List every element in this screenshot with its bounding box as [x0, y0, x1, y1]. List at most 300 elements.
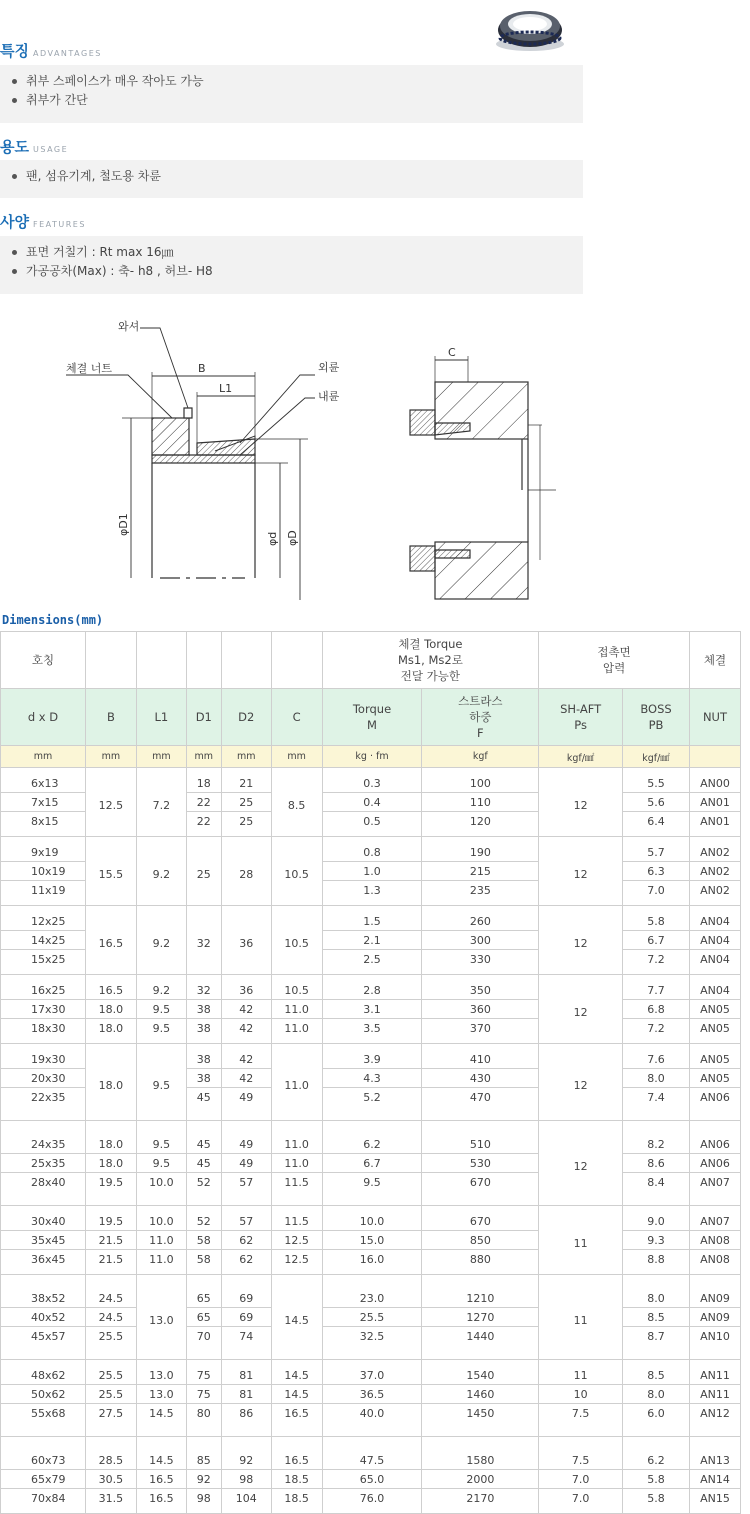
table-cell: 1.0 — [322, 862, 422, 881]
header-boss: BOSS PB — [623, 689, 690, 746]
list-item: 표면 거칠기 : Rt max 16㎛ — [10, 243, 583, 262]
table-cell: 12.5 — [271, 1250, 322, 1275]
table-cell: 8.8 — [623, 1250, 690, 1275]
table-cell: 11.0 — [271, 1000, 322, 1019]
table-cell: 24.5 — [85, 1275, 136, 1308]
table-cell: 1.5 — [322, 906, 422, 931]
table-cell: 430 — [422, 1069, 539, 1088]
table-cell: 45 — [186, 1121, 221, 1154]
header-name: 호칭 — [1, 632, 86, 689]
table-cell: 7x15 — [1, 793, 86, 812]
table-cell: 12.5 — [85, 768, 136, 837]
header-b: B — [85, 689, 136, 746]
table-cell: 14.5 — [271, 1385, 322, 1404]
technical-drawing — [0, 300, 560, 605]
table-cell: 14.5 — [136, 1404, 186, 1437]
table-cell: 110 — [422, 793, 539, 812]
table-cell: 12 — [539, 906, 623, 975]
table-cell: 36 — [221, 906, 271, 975]
table-cell: 32 — [186, 975, 221, 1000]
unit-torque: kg · fm — [322, 746, 422, 768]
table-cell: 190 — [422, 837, 539, 862]
table-cell: 9.2 — [136, 975, 186, 1000]
table-cell: 1460 — [422, 1385, 539, 1404]
table-cell: 14.5 — [271, 1360, 322, 1385]
table-cell: 10.0 — [136, 1173, 186, 1206]
table-row — [1, 1360, 741, 1385]
table-row — [1, 975, 741, 1000]
table-cell: 8.5 — [623, 1308, 690, 1327]
table-cell: 58 — [186, 1231, 221, 1250]
table-cell: 16x25 — [1, 975, 86, 1000]
table-cell: 10x19 — [1, 862, 86, 881]
table-cell: 25 — [186, 837, 221, 906]
table-cell: 16.5 — [136, 1489, 186, 1514]
unit-d2: mm — [221, 746, 271, 768]
header-l1: L1 — [136, 689, 186, 746]
table-cell: 23.0 — [322, 1275, 422, 1308]
table-cell: 11.0 — [271, 1044, 322, 1121]
header-sh: SH-AFT Ps — [539, 689, 623, 746]
label-outer-ring: 외륜 — [318, 361, 340, 374]
table-cell: 19.5 — [85, 1173, 136, 1206]
table-cell: 9.5 — [136, 1000, 186, 1019]
table-cell: 38 — [186, 1069, 221, 1088]
table-cell: 25 — [221, 793, 271, 812]
table-cell: 530 — [422, 1154, 539, 1173]
table-cell: 14.5 — [271, 1275, 322, 1360]
dimensions-body — [1, 768, 741, 1514]
table-cell: 25.5 — [85, 1327, 136, 1360]
table-cell: 104 — [221, 1489, 271, 1514]
label-d-small: φd — [266, 531, 279, 546]
table-cell: 10.0 — [322, 1206, 422, 1231]
table-cell: 5.8 — [623, 1470, 690, 1489]
table-cell: 11.5 — [271, 1173, 322, 1206]
table-cell: 300 — [422, 931, 539, 950]
table-cell: 16.5 — [85, 975, 136, 1000]
table-cell: 6.7 — [623, 931, 690, 950]
table-row — [1, 906, 741, 931]
table-cell: 36 — [221, 975, 271, 1000]
table-cell: 880 — [422, 1250, 539, 1275]
table-row — [1, 1489, 741, 1514]
table-cell: 75 — [186, 1360, 221, 1385]
table-row — [1, 1154, 741, 1173]
table-cell: 49 — [221, 1088, 271, 1121]
table-cell: 21 — [221, 768, 271, 793]
table-cell: 57 — [221, 1206, 271, 1231]
table-cell: 16.0 — [322, 1250, 422, 1275]
table-cell: 360 — [422, 1000, 539, 1019]
table-cell: 11 — [539, 1360, 623, 1385]
table-cell: 10.0 — [136, 1206, 186, 1231]
table-cell: 670 — [422, 1173, 539, 1206]
table-cell: 47.5 — [322, 1437, 422, 1470]
table-cell: 25.5 — [85, 1385, 136, 1404]
table-cell: 22 — [186, 812, 221, 837]
table-cell: AN06 — [689, 1121, 740, 1154]
table-cell: 11.0 — [271, 1121, 322, 1154]
table-cell: 410 — [422, 1044, 539, 1069]
unit-c: mm — [271, 746, 322, 768]
table-cell: 8.6 — [623, 1154, 690, 1173]
table-cell: 5.8 — [623, 906, 690, 931]
table-cell: 28 — [221, 837, 271, 906]
table-cell: 9x19 — [1, 837, 86, 862]
header-nut: NUT — [689, 689, 740, 746]
table-cell: 1540 — [422, 1360, 539, 1385]
table-cell: 65 — [186, 1275, 221, 1308]
table-cell: 24.5 — [85, 1308, 136, 1327]
table-row — [1, 1019, 741, 1044]
table-cell: 65x79 — [1, 1470, 86, 1489]
header-c: C — [271, 689, 322, 746]
table-cell: 7.5 — [539, 1437, 623, 1470]
table-cell: 9.3 — [623, 1231, 690, 1250]
table-cell: 92 — [186, 1470, 221, 1489]
table-cell: 6.8 — [623, 1000, 690, 1019]
table-cell: AN09 — [689, 1275, 740, 1308]
table-cell: AN02 — [689, 881, 740, 906]
table-cell: 92 — [221, 1437, 271, 1470]
table-cell: AN01 — [689, 793, 740, 812]
table-cell: 16.5 — [85, 906, 136, 975]
table-cell: 1440 — [422, 1327, 539, 1360]
table-cell: 24x35 — [1, 1121, 86, 1154]
table-cell: 9.5 — [136, 1154, 186, 1173]
unit-boss: kgf/㎟ — [623, 746, 690, 768]
dimensions-table — [0, 631, 741, 1514]
table-cell: 11.0 — [136, 1231, 186, 1250]
table-cell: 0.4 — [322, 793, 422, 812]
table-cell: 2.8 — [322, 975, 422, 1000]
section-title-advantages: 특징 ADVANTAGES — [0, 42, 102, 60]
table-cell: 20x30 — [1, 1069, 86, 1088]
table-cell: 45 — [186, 1154, 221, 1173]
table-row — [1, 1173, 741, 1206]
list-item: 팬, 섬유기계, 철도용 차륜 — [10, 167, 583, 186]
table-cell: 8.5 — [271, 768, 322, 837]
table-cell: 14.5 — [136, 1437, 186, 1470]
table-cell: 9.5 — [136, 1044, 186, 1121]
table-cell: 4.3 — [322, 1069, 422, 1088]
label-d1: φD1 — [117, 513, 130, 536]
table-cell: AN06 — [689, 1154, 740, 1173]
table-cell: 12 — [539, 837, 623, 906]
table-cell: 8.2 — [623, 1121, 690, 1154]
table-cell: 9.2 — [136, 906, 186, 975]
table-cell: AN02 — [689, 837, 740, 862]
table-cell: 22x35 — [1, 1088, 86, 1121]
table-cell: AN04 — [689, 931, 740, 950]
unit-nut — [689, 746, 740, 768]
table-cell: 30.5 — [85, 1470, 136, 1489]
table-cell: 69 — [221, 1308, 271, 1327]
table-cell: 18 — [186, 768, 221, 793]
section-title-features: 사양 FEATURES — [0, 213, 86, 231]
dimensions-title: Dimensions(mm) — [2, 613, 104, 627]
table-cell: 38 — [186, 1019, 221, 1044]
table-cell: 11.5 — [271, 1206, 322, 1231]
table-row — [1, 1385, 741, 1404]
table-cell: 70x84 — [1, 1489, 86, 1514]
table-row — [1, 1327, 741, 1360]
table-cell: 18x30 — [1, 1019, 86, 1044]
table-cell: 18.0 — [85, 1154, 136, 1173]
table-cell: 6.7 — [322, 1154, 422, 1173]
table-cell: 30x40 — [1, 1206, 86, 1231]
table-cell: 6.2 — [322, 1121, 422, 1154]
table-cell: 6.2 — [623, 1437, 690, 1470]
table-cell: 15.0 — [322, 1231, 422, 1250]
table-row — [1, 768, 741, 793]
label-l1: L1 — [219, 382, 233, 395]
label-inner-ring: 내륜 — [318, 390, 340, 403]
label-d-large: φD — [286, 530, 299, 546]
table-cell: 5.2 — [322, 1088, 422, 1121]
table-row — [1, 1231, 741, 1250]
table-cell: 36x45 — [1, 1250, 86, 1275]
table-row — [1, 1000, 741, 1019]
table-cell: AN13 — [689, 1437, 740, 1470]
table-cell: 12 — [539, 768, 623, 837]
table-cell: 8x15 — [1, 812, 86, 837]
header-d1: D1 — [186, 689, 221, 746]
list-item: 가공공차(Max) : 축- h8 , 허브- H8 — [10, 262, 583, 281]
table-cell: 7.4 — [623, 1088, 690, 1121]
table-cell: 8.0 — [623, 1275, 690, 1308]
table-cell: 470 — [422, 1088, 539, 1121]
table-cell: 16.5 — [136, 1470, 186, 1489]
table-cell: 510 — [422, 1121, 539, 1154]
table-cell: 12.5 — [271, 1231, 322, 1250]
table-cell: 15x25 — [1, 950, 86, 975]
table-cell: AN06 — [689, 1088, 740, 1121]
table-cell: 57 — [221, 1173, 271, 1206]
table-cell: 5.8 — [623, 1489, 690, 1514]
table-cell: 14x25 — [1, 931, 86, 950]
table-cell: 0.3 — [322, 768, 422, 793]
table-row — [1, 837, 741, 862]
table-cell: 3.9 — [322, 1044, 422, 1069]
table-cell: 98 — [221, 1470, 271, 1489]
table-cell: 6.4 — [623, 812, 690, 837]
table-cell: 7.0 — [623, 881, 690, 906]
label-b: B — [198, 362, 206, 375]
table-cell: AN14 — [689, 1470, 740, 1489]
table-cell: 5.6 — [623, 793, 690, 812]
table-cell: 370 — [422, 1019, 539, 1044]
table-cell: 13.0 — [136, 1275, 186, 1360]
table-cell: 7.7 — [623, 975, 690, 1000]
table-cell: 42 — [221, 1000, 271, 1019]
table-cell: AN01 — [689, 812, 740, 837]
table-cell: 0.5 — [322, 812, 422, 837]
table-cell: 18.5 — [271, 1470, 322, 1489]
table-cell: 52 — [186, 1173, 221, 1206]
unit-l1: mm — [136, 746, 186, 768]
table-cell: 37.0 — [322, 1360, 422, 1385]
table-cell: 25.5 — [85, 1360, 136, 1385]
table-cell: AN00 — [689, 768, 740, 793]
header-thrust: 스트라스 하중 F — [422, 689, 539, 746]
table-cell: 74 — [221, 1327, 271, 1360]
table-cell: 25.5 — [322, 1308, 422, 1327]
table-cell: 8.5 — [623, 1360, 690, 1385]
table-cell: 260 — [422, 906, 539, 931]
table-cell: 5.5 — [623, 768, 690, 793]
table-cell: 52 — [186, 1206, 221, 1231]
label-c: C — [448, 346, 456, 359]
table-cell: 7.5 — [539, 1404, 623, 1437]
table-cell: 120 — [422, 812, 539, 837]
usage-box — [0, 160, 583, 198]
table-cell: 0.8 — [322, 837, 422, 862]
table-cell: AN02 — [689, 862, 740, 881]
table-row — [1, 1250, 741, 1275]
table-row — [1, 1437, 741, 1470]
table-cell: 42 — [221, 1069, 271, 1088]
table-cell: 8.0 — [623, 1069, 690, 1088]
table-cell: 10.5 — [271, 837, 322, 906]
table-cell: AN09 — [689, 1308, 740, 1327]
table-cell: 215 — [422, 862, 539, 881]
table-row — [1, 1044, 741, 1069]
table-cell: 65.0 — [322, 1470, 422, 1489]
table-cell: 36.5 — [322, 1385, 422, 1404]
table-cell: 45x57 — [1, 1327, 86, 1360]
table-cell: 65 — [186, 1308, 221, 1327]
table-cell: 12 — [539, 1044, 623, 1121]
table-cell: 1580 — [422, 1437, 539, 1470]
table-cell: 1.3 — [322, 881, 422, 906]
table-cell: 60x73 — [1, 1437, 86, 1470]
table-cell: AN11 — [689, 1360, 740, 1385]
table-cell: 35x45 — [1, 1231, 86, 1250]
table-cell: 69 — [221, 1275, 271, 1308]
table-cell: 2.1 — [322, 931, 422, 950]
table-cell: 22 — [186, 793, 221, 812]
table-cell: 10.5 — [271, 906, 322, 975]
table-cell: 8.7 — [623, 1327, 690, 1360]
table-cell: 16.5 — [271, 1437, 322, 1470]
table-cell: 75 — [186, 1385, 221, 1404]
table-cell: 9.5 — [136, 1121, 186, 1154]
table-cell: 1450 — [422, 1404, 539, 1437]
table-cell: 11x19 — [1, 881, 86, 906]
table-row — [1, 1470, 741, 1489]
product-image — [488, 0, 570, 56]
table-cell: 670 — [422, 1206, 539, 1231]
unit-b: mm — [85, 746, 136, 768]
header-pressure-group: 접촉면 압력 — [539, 632, 690, 689]
table-cell: 28.5 — [85, 1437, 136, 1470]
table-cell: 38 — [186, 1044, 221, 1069]
table-cell: AN10 — [689, 1327, 740, 1360]
table-cell: 13.0 — [136, 1360, 186, 1385]
header-d2: D2 — [221, 689, 271, 746]
table-cell: AN05 — [689, 1000, 740, 1019]
features-box — [0, 236, 583, 294]
table-cell: 7.2 — [623, 1019, 690, 1044]
table-cell: AN04 — [689, 950, 740, 975]
table-cell: 850 — [422, 1231, 539, 1250]
unit-d1: mm — [186, 746, 221, 768]
table-cell: 7.0 — [539, 1489, 623, 1514]
table-cell: 100 — [422, 768, 539, 793]
table-cell: 18.0 — [85, 1000, 136, 1019]
table-cell: 98 — [186, 1489, 221, 1514]
table-cell: 11.0 — [271, 1019, 322, 1044]
table-cell: 3.1 — [322, 1000, 422, 1019]
table-cell: 11 — [539, 1275, 623, 1360]
table-cell: 11.0 — [271, 1154, 322, 1173]
table-cell: 42 — [221, 1044, 271, 1069]
table-cell: 9.2 — [136, 837, 186, 906]
table-cell: 7.2 — [623, 950, 690, 975]
table-cell: 55x68 — [1, 1404, 86, 1437]
table-cell: 76.0 — [322, 1489, 422, 1514]
table-cell: 5.7 — [623, 837, 690, 862]
table-cell: 12 — [539, 975, 623, 1044]
table-cell: AN04 — [689, 906, 740, 931]
table-cell: 81 — [221, 1360, 271, 1385]
list-item: 취부 스페이스가 매우 작아도 가능 — [10, 72, 583, 91]
table-cell: AN08 — [689, 1250, 740, 1275]
unit-dxd: mm — [1, 746, 86, 768]
table-cell: 6.3 — [623, 862, 690, 881]
table-cell: 27.5 — [85, 1404, 136, 1437]
table-cell: 42 — [221, 1019, 271, 1044]
table-cell: 11 — [539, 1206, 623, 1275]
table-cell: 2.5 — [322, 950, 422, 975]
table-cell: 3.5 — [322, 1019, 422, 1044]
table-cell: 18.5 — [271, 1489, 322, 1514]
table-cell: AN12 — [689, 1404, 740, 1437]
table-cell: AN07 — [689, 1173, 740, 1206]
list-item: 취부가 간단 — [10, 91, 583, 110]
table-cell: 38x52 — [1, 1275, 86, 1308]
table-cell: AN11 — [689, 1385, 740, 1404]
table-cell: 70 — [186, 1327, 221, 1360]
header-torque: Torque M — [322, 689, 422, 746]
table-cell: 18.0 — [85, 1121, 136, 1154]
header-fastening: 체결 — [689, 632, 740, 689]
table-row — [1, 1121, 741, 1154]
table-cell: 1210 — [422, 1275, 539, 1308]
table-cell: 13.0 — [136, 1385, 186, 1404]
table-cell: 21.5 — [85, 1250, 136, 1275]
table-cell: 62 — [221, 1231, 271, 1250]
table-cell: 48x62 — [1, 1360, 86, 1385]
table-cell: 8.4 — [623, 1173, 690, 1206]
table-cell: 9.0 — [623, 1206, 690, 1231]
table-cell: 45 — [186, 1088, 221, 1121]
table-cell: 25x35 — [1, 1154, 86, 1173]
unit-thrust: kgf — [422, 746, 539, 768]
table-cell: 18.0 — [85, 1044, 136, 1121]
table-cell: 6x13 — [1, 768, 86, 793]
table-cell: 7.6 — [623, 1044, 690, 1069]
table-cell: 81 — [221, 1385, 271, 1404]
table-row — [1, 1275, 741, 1308]
unit-sh: kgf/㎟ — [539, 746, 623, 768]
table-cell: 12 — [539, 1121, 623, 1206]
table-cell: 18.0 — [85, 1019, 136, 1044]
table-cell: 6.0 — [623, 1404, 690, 1437]
table-cell: 21.5 — [85, 1231, 136, 1250]
